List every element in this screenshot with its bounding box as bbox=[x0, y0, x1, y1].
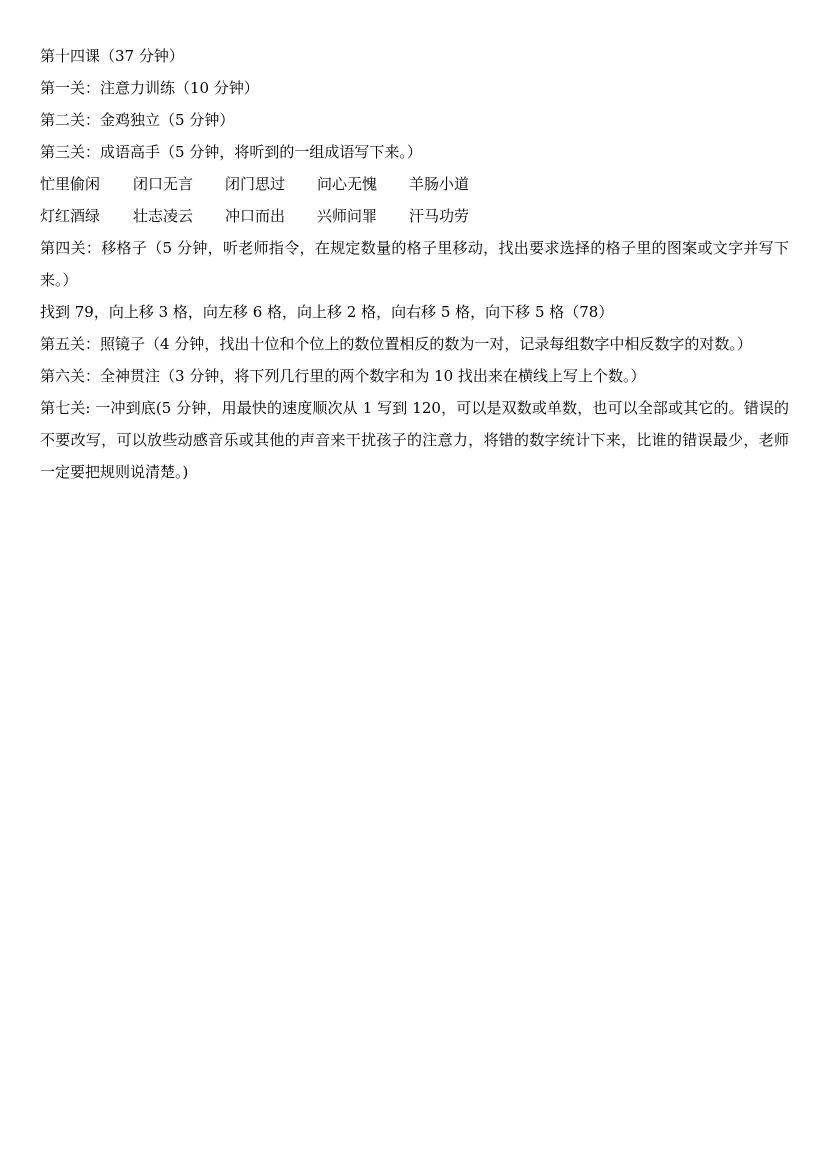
idiom: 闭门思过 bbox=[225, 175, 286, 193]
level-7: 第七关: 一冲到底(5 分钟，用最快的速度顺次从 1 写到 120，可以是双数或单数，也可以全部或其它的。错误的不要改写，可以放些动感音乐或其他的声音来干扰孩子的注意力，将错的数字统计下来，比谁的错误最少，老师一定要把规则说清楚。) bbox=[40, 399, 789, 481]
level-4-instruction: 找到 79，向上移 3 格，向左移 6 格，向上移 2 格，向右移 5 格，向下移 5 格（78） bbox=[40, 303, 614, 321]
idiom: 问心无愧 bbox=[317, 175, 378, 193]
level-3: 第三关：成语高手（5 分钟，将听到的一组成语写下来。） bbox=[40, 143, 422, 161]
idiom: 壮志凌云 bbox=[133, 207, 194, 225]
level-4: 第四关：移格子（5 分钟，听老师指令，在规定数量的格子里移动，找出要求选择的格子里的图案或文字并写下来。） bbox=[40, 239, 789, 289]
level-1: 第一关：注意力训练（10 分钟） bbox=[40, 79, 259, 97]
level-6: 第六关：全神贯注（3 分钟，将下列几行里的两个数字和为 10 找出来在横线上写上个数。） bbox=[40, 367, 646, 385]
idioms-row-1 bbox=[40, 168, 789, 200]
idiom: 兴师问罪 bbox=[317, 207, 378, 225]
idiom: 汗马功劳 bbox=[409, 207, 470, 225]
idiom: 闭口无言 bbox=[133, 175, 194, 193]
lesson-title: 第十四课（37 分钟） bbox=[40, 47, 184, 65]
level-2: 第二关：金鸡独立（5 分钟） bbox=[40, 111, 235, 129]
idiom: 忙里偷闲 bbox=[40, 175, 101, 193]
idiom: 冲口而出 bbox=[225, 207, 286, 225]
idioms-row-2 bbox=[40, 200, 789, 232]
idiom: 羊肠小道 bbox=[409, 175, 470, 193]
level-5: 第五关：照镜子（4 分钟，找出十位和个位上的数位置相反的数为一对，记录每组数字中相反数字的对数。） bbox=[40, 335, 752, 353]
idiom: 灯红酒绿 bbox=[40, 207, 101, 225]
